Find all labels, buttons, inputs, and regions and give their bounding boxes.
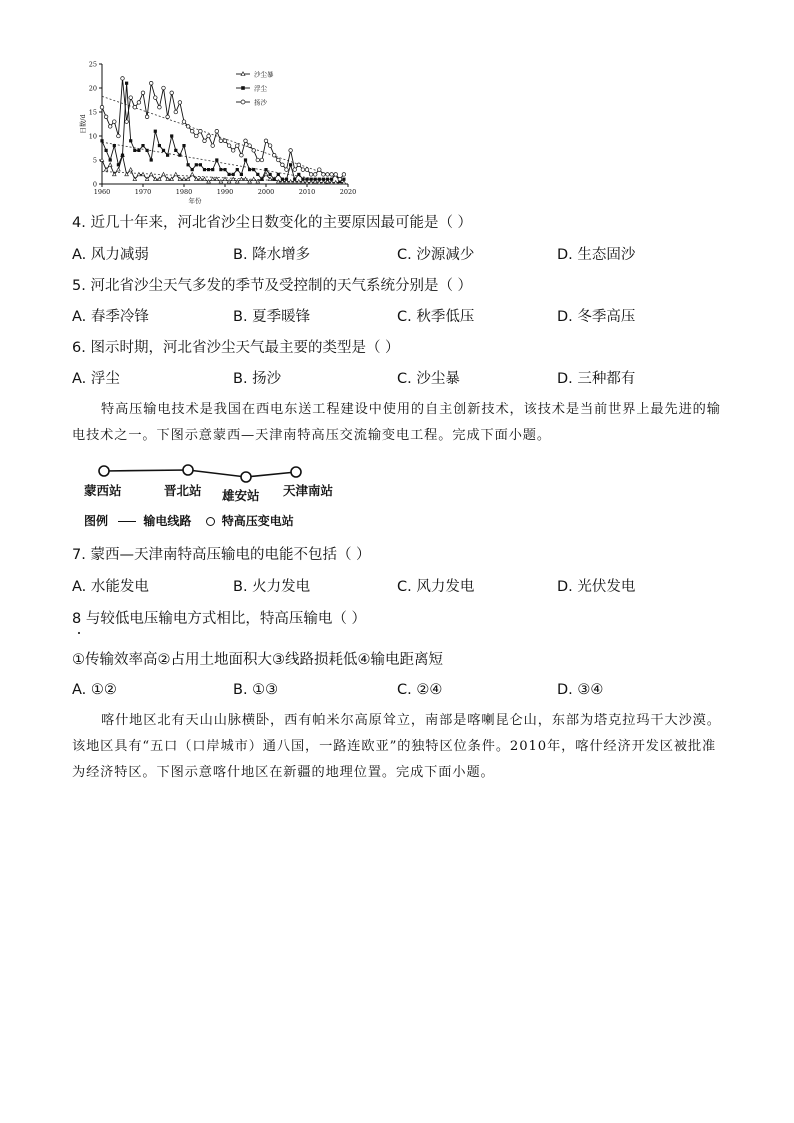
data-point [232,173,235,176]
data-point [252,177,256,180]
series-line-circle [102,78,344,179]
data-point [277,158,281,162]
data-point [211,168,214,171]
data-point [293,178,296,181]
station-label-tianjinnan: 天津南站 [283,483,334,498]
x-tick-label: 2010 [298,188,316,196]
data-point [248,144,252,148]
data-point [166,154,169,157]
x-tick-label: 2000 [257,188,275,196]
question-5-stem: 5. 河北省沙尘天气多发的季节及受控制的天气系统分别是（ ） [72,278,473,294]
data-point [256,173,259,176]
station-tianjinnan [291,467,301,477]
data-point [293,168,297,172]
q8-option-a[interactable]: A. ①② [72,682,117,698]
data-point [285,178,288,181]
data-point [297,163,301,167]
data-point [227,144,231,148]
data-point [104,115,108,119]
station-label-xiongan: 雄安站 [222,488,260,503]
data-point [326,173,330,177]
data-point [260,158,264,162]
data-point [207,134,211,138]
data-point [264,139,268,143]
data-point [301,178,304,181]
data-point [125,120,129,124]
data-point [289,163,292,166]
data-point [314,178,317,181]
q7-option-d[interactable]: D. 光伏发电 [557,579,636,595]
data-point [117,134,121,138]
data-point [158,144,161,147]
sand-dust-days-chart [78,56,368,206]
data-point [149,81,153,85]
data-point [219,139,223,143]
q7-option-b[interactable]: B. 火力发电 [233,579,311,595]
x-tick-label: 1980 [175,188,193,196]
data-point [129,96,133,100]
x-tick-label: 2020 [339,188,357,196]
data-point [174,172,178,175]
data-point [199,129,203,133]
data-point [125,82,128,85]
data-point [113,144,116,147]
legend-label: 扬沙 [254,98,267,107]
data-point [199,163,202,166]
trendline-circle [102,96,344,180]
q5-option-a[interactable]: A. 春季冷锋 [72,309,149,325]
data-point [121,77,125,81]
data-point [334,173,338,177]
station-mengxi [99,466,109,476]
y-tick-label: 25 [88,60,97,69]
x-axis-label: 年份 [188,197,202,205]
question-6-stem: 6. 图示时期，河北省沙尘天气最主要的类型是（ ） [72,340,400,356]
legend-marker [241,100,245,104]
data-point [158,105,162,109]
q6-option-b[interactable]: B. 扬沙 [233,371,282,387]
data-point [190,129,194,133]
data-point [322,178,325,181]
station-jinbei [183,465,193,475]
data-point [170,134,173,137]
stray-dot [78,632,80,634]
data-point [108,163,112,166]
y-tick-label: 0 [92,180,97,189]
data-point [129,168,133,171]
data-point [100,139,103,142]
station-label-mengxi: 蒙西站 [84,483,122,498]
data-point [133,149,136,152]
data-point [121,154,124,157]
x-tick-label: 1960 [93,188,111,196]
legend-marker [241,86,245,90]
data-point [105,149,108,152]
data-point [117,163,120,166]
data-point [342,178,345,181]
data-point [252,168,255,171]
data-point [264,168,267,171]
data-point [228,173,231,176]
q5-option-b[interactable]: B. 夏季暖锋 [233,309,311,325]
y-tick-label: 10 [88,132,97,141]
data-point [203,139,207,143]
data-point [236,168,239,171]
data-point [330,178,333,181]
legend-label: 沙尘暴 [254,70,274,79]
data-point [219,168,222,171]
data-point [137,101,141,105]
data-point [231,177,235,180]
data-point [141,91,145,95]
data-point [318,178,321,181]
data-point [338,177,342,181]
q7-option-c[interactable]: C. 风力发电 [397,579,475,595]
data-point [170,91,174,95]
series-line-square [102,83,344,181]
data-point [240,153,244,157]
question-4-stem: 4. 近几十年来，河北省沙尘日数变化的主要原因最可能是（ ） [72,215,473,231]
data-point [109,158,112,161]
data-point [305,178,308,181]
data-point [318,168,322,172]
data-point [195,134,199,138]
data-point [162,86,166,90]
data-point [289,149,293,153]
data-point [310,178,313,181]
data-point [113,120,117,124]
data-point [146,149,149,152]
data-point [182,120,186,124]
data-point [187,163,190,166]
y-tick-label: 15 [88,108,97,117]
passage-kashgar: 喀什地区北有天山山脉横卧，西有帕米尔高原耸立，南部是喀喇昆仑山，东部为塔克拉玛干大沙漠。该地区具有“五口（口岸城市）通八国，一路连欧亚”的独特区位条件。2010年，喀什经济开发区被批准为经济特区。下图示意喀什地区在新疆的地理位置。完成下面小题。 [72,713,721,780]
data-point [256,158,260,162]
data-point [129,139,132,142]
diagram-legend [84,512,294,529]
y-tick-label: 5 [92,156,97,165]
question-8-stem: 8 与较低电压输电方式相比，特高压输电（ ） [72,611,366,627]
data-point [162,172,166,175]
q5-option-d[interactable]: D. 冬季高压 [557,309,636,325]
data-point [305,168,309,172]
data-point [137,149,140,152]
data-point [260,178,263,181]
data-point [273,178,276,181]
data-point [223,139,227,143]
q8-option-d[interactable]: D. ③④ [557,682,604,698]
data-point [203,168,206,171]
y-tick-label: 20 [88,84,97,93]
data-point [141,144,144,147]
data-point [145,115,149,119]
data-point [240,173,243,176]
data-point [117,168,121,171]
data-point [326,178,329,181]
data-point [150,158,153,161]
data-point [211,144,215,148]
legend-circle-symbol [206,517,215,526]
legend-circle-label: 特高压变电站 [221,514,294,528]
data-point [166,115,170,119]
q6-option-a[interactable]: A. 浮尘 [72,371,120,387]
q4-option-d[interactable]: D. 生态固沙 [557,247,636,263]
data-point [285,168,289,172]
q6-option-d[interactable]: D. 三种都有 [557,371,636,387]
data-point [174,110,178,114]
station-xiongan [241,472,251,482]
data-point [191,168,194,171]
station-label-jinbei: 晋北站 [164,483,202,498]
question-7-stem: 7. 蒙西—天津南特高压输电的电能不包括（ ） [72,547,371,563]
data-point [100,105,104,109]
data-point [342,173,346,177]
data-point [190,172,194,175]
data-point [182,144,185,147]
passage-uhv: 特高压输电技术是我国在西电东送工程建设中使用的自主创新技术，该技术是当前世界上最先进的输电技术之一。下图示意蒙西—天津南特高压交流输变电工程。完成下面小题。 [72,402,721,443]
data-point [178,101,182,105]
data-point [301,168,305,172]
data-point [195,163,198,166]
question-8-statements: ①传输效率高②占用土地面积大③线路损耗低④输电距离短 [72,652,443,668]
data-point [297,173,300,176]
data-point [186,125,190,129]
data-point [207,168,210,171]
data-point [154,130,157,133]
legend-label: 浮尘 [254,84,267,93]
data-point [252,149,256,153]
data-point [269,173,272,176]
data-point [108,125,112,129]
transmission-line [104,470,296,477]
data-point [215,158,218,161]
x-tick-label: 1970 [134,188,152,196]
y-axis-label: 日数/d [79,114,87,134]
q5-option-c[interactable]: C. 秋季低压 [397,309,475,325]
chart-series [100,77,346,184]
data-point [277,173,280,176]
legend-title: 图例 [84,514,109,528]
data-point [174,149,177,152]
data-point [215,129,219,133]
data-point [236,144,240,148]
data-point [281,178,284,181]
data-point [244,158,247,161]
x-tick-label: 1990 [216,188,234,196]
data-point [244,139,248,143]
q7-option-a[interactable]: A. 水能发电 [72,579,149,595]
data-point [268,144,272,148]
data-point [178,154,181,157]
data-point [322,173,326,177]
chart-svg [78,56,368,206]
q4-option-b[interactable]: B. 降水增多 [233,247,311,263]
data-point [281,163,285,167]
data-point [154,96,158,100]
data-point [272,153,276,157]
data-point [231,149,235,153]
data-point [133,105,137,109]
legend-line-symbol [118,521,136,522]
chart-legend [236,70,274,107]
q4-option-a[interactable]: A. 风力减弱 [72,247,149,263]
q4-option-c[interactable]: C. 沙源减少 [397,247,475,263]
data-point [330,173,334,177]
data-point [309,173,313,177]
q8-option-b[interactable]: B. ①③ [233,682,279,698]
data-point [313,173,317,177]
data-point [248,168,251,171]
q6-option-c[interactable]: C. 沙尘暴 [397,371,460,387]
data-point [162,149,165,152]
q8-option-c[interactable]: C. ②④ [397,682,443,698]
legend-line-label: 输电线路 [143,514,192,528]
data-point [223,168,226,171]
